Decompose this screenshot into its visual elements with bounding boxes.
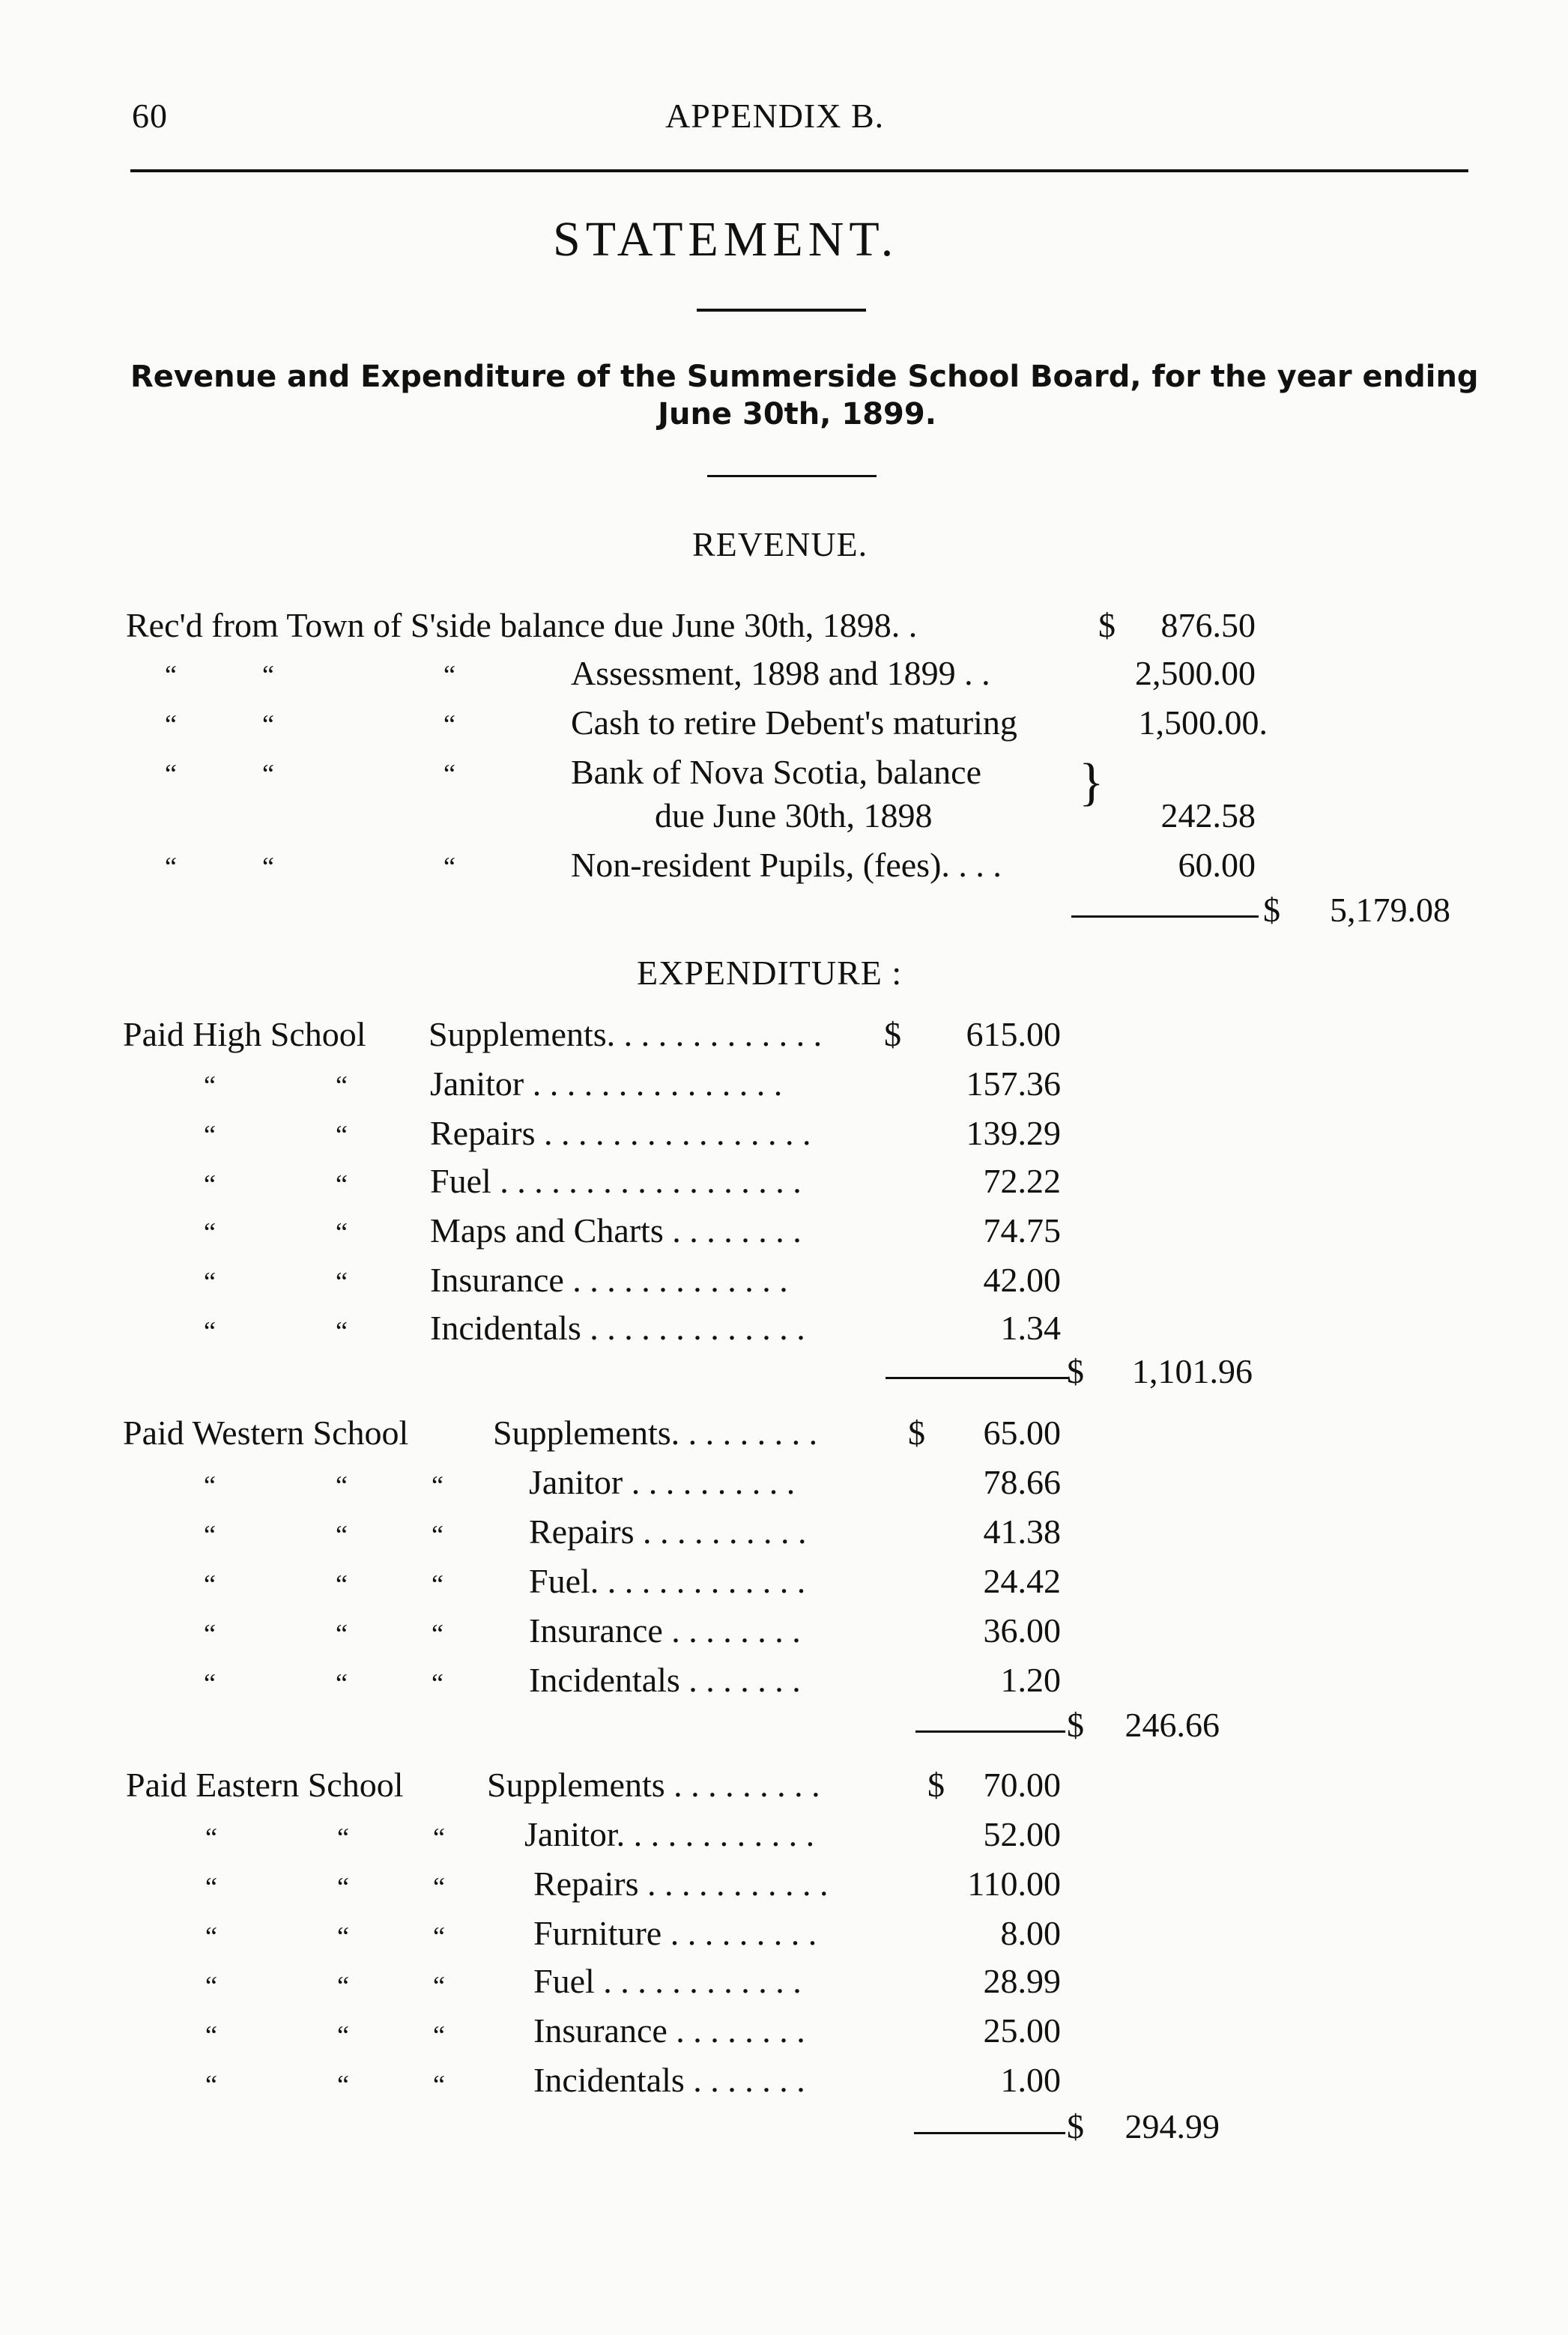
high-school-item-label: Supplements. . . . . . . . . . . . . <box>429 1015 823 1053</box>
ditto-mark: “ <box>432 1471 444 1500</box>
ditto-mark: “ <box>336 1471 348 1500</box>
ditto-mark: “ <box>444 709 455 739</box>
ditto-mark: “ <box>204 1520 216 1550</box>
revenue-bank-amount: 242.58 <box>1160 796 1256 835</box>
western-school-item-label: Incidentals . . . . . . . <box>529 1661 801 1699</box>
subtitle-line-2: June 30th, 1899. <box>658 397 936 431</box>
eastern-school-total-rule <box>914 2132 1065 2134</box>
high-school-item-label: Fuel . . . . . . . . . . . . . . . . . . <box>430 1162 802 1200</box>
eastern-school-item-label: Incidentals . . . . . . . <box>533 2061 805 2099</box>
eastern-school-item-label: Furniture . . . . . . . . . <box>533 1914 817 1952</box>
western-school-item-amount: 24.42 <box>983 1562 1061 1600</box>
ditto-mark: “ <box>336 1217 348 1247</box>
ditto-mark: “ <box>444 759 455 789</box>
revenue-first-dollar: $ <box>1098 606 1116 644</box>
eastern-school-item-label: Insurance . . . . . . . . <box>533 2011 805 2050</box>
western-school-lead: Paid Western School <box>123 1414 409 1452</box>
western-school-item-label: Repairs . . . . . . . . . . <box>529 1512 807 1551</box>
ditto-mark: “ <box>336 1520 348 1550</box>
ditto-mark: “ <box>337 2020 349 2050</box>
high-school-item-label: Maps and Charts . . . . . . . . <box>430 1211 802 1250</box>
high-school-dollar: $ <box>884 1015 901 1053</box>
page-number: 60 <box>132 97 168 135</box>
ditto-mark: “ <box>433 1872 445 1902</box>
ditto-mark: “ <box>205 1971 217 2001</box>
ditto-mark: “ <box>205 1921 217 1951</box>
eastern-school-total-dollar: $ <box>1067 2107 1084 2145</box>
ditto-mark: “ <box>444 660 455 690</box>
ditto-mark: “ <box>205 2070 217 2100</box>
ditto-mark: “ <box>432 1569 444 1599</box>
eastern-school-item-label: Supplements . . . . . . . . . <box>487 1766 820 1804</box>
ditto-mark: “ <box>336 1267 348 1297</box>
revenue-heading: REVENUE. <box>692 525 868 563</box>
western-school-item-amount: 65.00 <box>983 1414 1061 1452</box>
eastern-school-item-amount: 8.00 <box>1000 1914 1061 1952</box>
ditto-mark: “ <box>205 1823 217 1853</box>
revenue-first-label: Rec'd from Town of S'side balance due June 30th, 1898. . <box>126 606 918 644</box>
ditto-mark: “ <box>433 1921 445 1951</box>
revenue-total-dollar: $ <box>1263 891 1280 929</box>
ditto-mark: “ <box>204 1169 216 1199</box>
high-school-item-label: Insurance . . . . . . . . . . . . . <box>430 1261 788 1299</box>
high-school-total-rule <box>886 1377 1068 1379</box>
ditto-mark: “ <box>433 1823 445 1853</box>
ditto-mark: “ <box>433 2070 445 2100</box>
high-school-total-amount: 1,101.96 <box>1132 1352 1253 1390</box>
high-school-item-label: Repairs . . . . . . . . . . . . . . . . <box>430 1114 811 1152</box>
eastern-school-item-label: Janitor. . . . . . . . . . . . <box>524 1815 815 1853</box>
ditto-mark: “ <box>165 660 177 690</box>
eastern-school-item-label: Fuel . . . . . . . . . . . . <box>533 1962 802 2000</box>
right-brace: } <box>1079 754 1104 811</box>
high-school-item-amount: 615.00 <box>966 1015 1061 1053</box>
ditto-mark: “ <box>165 852 177 882</box>
western-school-item-amount: 1.20 <box>1000 1661 1061 1699</box>
expenditure-heading: EXPENDITURE : <box>637 954 903 992</box>
ditto-mark: “ <box>336 1169 348 1199</box>
eastern-school-item-amount: 110.00 <box>967 1865 1061 1903</box>
ditto-mark: “ <box>262 660 274 690</box>
western-school-total-amount: 246.66 <box>1124 1706 1220 1744</box>
revenue-total-amount: 5,179.08 <box>1330 891 1450 929</box>
western-school-dollar: $ <box>908 1414 925 1452</box>
high-school-item-amount: 157.36 <box>966 1064 1061 1103</box>
ditto-mark: “ <box>262 759 274 789</box>
header-rule <box>130 169 1468 172</box>
eastern-school-item-amount: 25.00 <box>983 2011 1061 2050</box>
subtitle-rule <box>707 475 877 477</box>
western-school-total-rule <box>915 1730 1065 1733</box>
high-school-item-label: Janitor . . . . . . . . . . . . . . . <box>430 1064 783 1103</box>
western-school-item-amount: 78.66 <box>983 1463 1061 1501</box>
high-school-lead: Paid High School <box>123 1015 366 1053</box>
ditto-mark: “ <box>337 2070 349 2100</box>
ditto-mark: “ <box>336 1120 348 1150</box>
ditto-mark: “ <box>262 852 274 882</box>
western-school-item-amount: 41.38 <box>983 1512 1061 1551</box>
subtitle-line-1: Revenue and Expenditure of the Summerside School Board, for the year ending <box>130 360 1479 394</box>
ditto-mark: “ <box>336 1070 348 1100</box>
eastern-school-dollar: $ <box>927 1766 945 1804</box>
revenue-debentures-amount: 1,500.00. <box>1138 703 1268 742</box>
eastern-school-lead: Paid Eastern School <box>126 1766 404 1804</box>
ditto-mark: “ <box>204 1070 216 1100</box>
title-rule <box>697 309 866 312</box>
running-title: APPENDIX B. <box>665 97 885 135</box>
high-school-item-amount: 1.34 <box>1000 1309 1061 1347</box>
ditto-mark: “ <box>337 1872 349 1902</box>
high-school-item-amount: 72.22 <box>983 1162 1061 1200</box>
revenue-bank-label: Bank of Nova Scotia, balance <box>571 753 981 791</box>
ditto-mark: “ <box>204 1569 216 1599</box>
ditto-mark: “ <box>432 1520 444 1550</box>
ditto-mark: “ <box>204 1120 216 1150</box>
eastern-school-item-amount: 1.00 <box>1000 2061 1061 2099</box>
ditto-mark: “ <box>262 709 274 739</box>
ditto-mark: “ <box>337 1823 349 1853</box>
ditto-mark: “ <box>205 1872 217 1902</box>
revenue-assessment-amount: 2,500.00 <box>1135 654 1256 692</box>
revenue-pupils-label: Non-resident Pupils, (fees). . . . <box>571 846 1002 884</box>
western-school-item-amount: 36.00 <box>983 1611 1061 1650</box>
page-title: STATEMENT. <box>553 212 899 267</box>
high-school-total-dollar: $ <box>1067 1352 1084 1390</box>
ditto-mark: “ <box>444 852 455 882</box>
eastern-school-item-amount: 70.00 <box>983 1766 1061 1804</box>
eastern-school-item-amount: 52.00 <box>983 1815 1061 1853</box>
eastern-school-item-label: Repairs . . . . . . . . . . . <box>533 1865 829 1903</box>
ditto-mark: “ <box>336 1316 348 1346</box>
eastern-school-item-amount: 28.99 <box>983 1962 1061 2000</box>
revenue-pupils-amount: 60.00 <box>1178 846 1256 884</box>
western-school-item-label: Janitor . . . . . . . . . . <box>529 1463 796 1501</box>
high-school-item-label: Incidentals . . . . . . . . . . . . . <box>430 1309 805 1347</box>
revenue-debentures-label: Cash to retire Debent's maturing <box>571 703 1017 742</box>
revenue-total-rule <box>1071 915 1259 918</box>
revenue-first-amount: 876.50 <box>1160 606 1256 644</box>
ditto-mark: “ <box>204 1316 216 1346</box>
revenue-bank-label-2: due June 30th, 1898 <box>655 796 933 835</box>
ditto-mark: “ <box>204 1668 216 1698</box>
ditto-mark: “ <box>165 709 177 739</box>
ditto-mark: “ <box>432 1619 444 1649</box>
ditto-mark: “ <box>336 1569 348 1599</box>
ditto-mark: “ <box>204 1217 216 1247</box>
ditto-mark: “ <box>433 1971 445 2001</box>
high-school-item-amount: 139.29 <box>966 1114 1061 1152</box>
ditto-mark: “ <box>204 1471 216 1500</box>
ditto-mark: “ <box>205 2020 217 2050</box>
ditto-mark: “ <box>337 1921 349 1951</box>
ditto-mark: “ <box>433 2020 445 2050</box>
ditto-mark: “ <box>204 1267 216 1297</box>
high-school-item-amount: 74.75 <box>983 1211 1061 1250</box>
ditto-mark: “ <box>336 1668 348 1698</box>
western-school-item-label: Supplements. . . . . . . . . <box>493 1414 818 1452</box>
western-school-item-label: Insurance . . . . . . . . <box>529 1611 801 1650</box>
revenue-assessment-label: Assessment, 1898 and 1899 . . <box>571 654 990 692</box>
western-school-item-label: Fuel. . . . . . . . . . . . . <box>529 1562 806 1600</box>
ditto-mark: “ <box>165 759 177 789</box>
eastern-school-total-amount: 294.99 <box>1124 2107 1220 2145</box>
ditto-mark: “ <box>336 1619 348 1649</box>
ditto-mark: “ <box>337 1971 349 2001</box>
western-school-total-dollar: $ <box>1067 1706 1084 1744</box>
ditto-mark: “ <box>204 1619 216 1649</box>
high-school-item-amount: 42.00 <box>983 1261 1061 1299</box>
ditto-mark: “ <box>432 1668 444 1698</box>
